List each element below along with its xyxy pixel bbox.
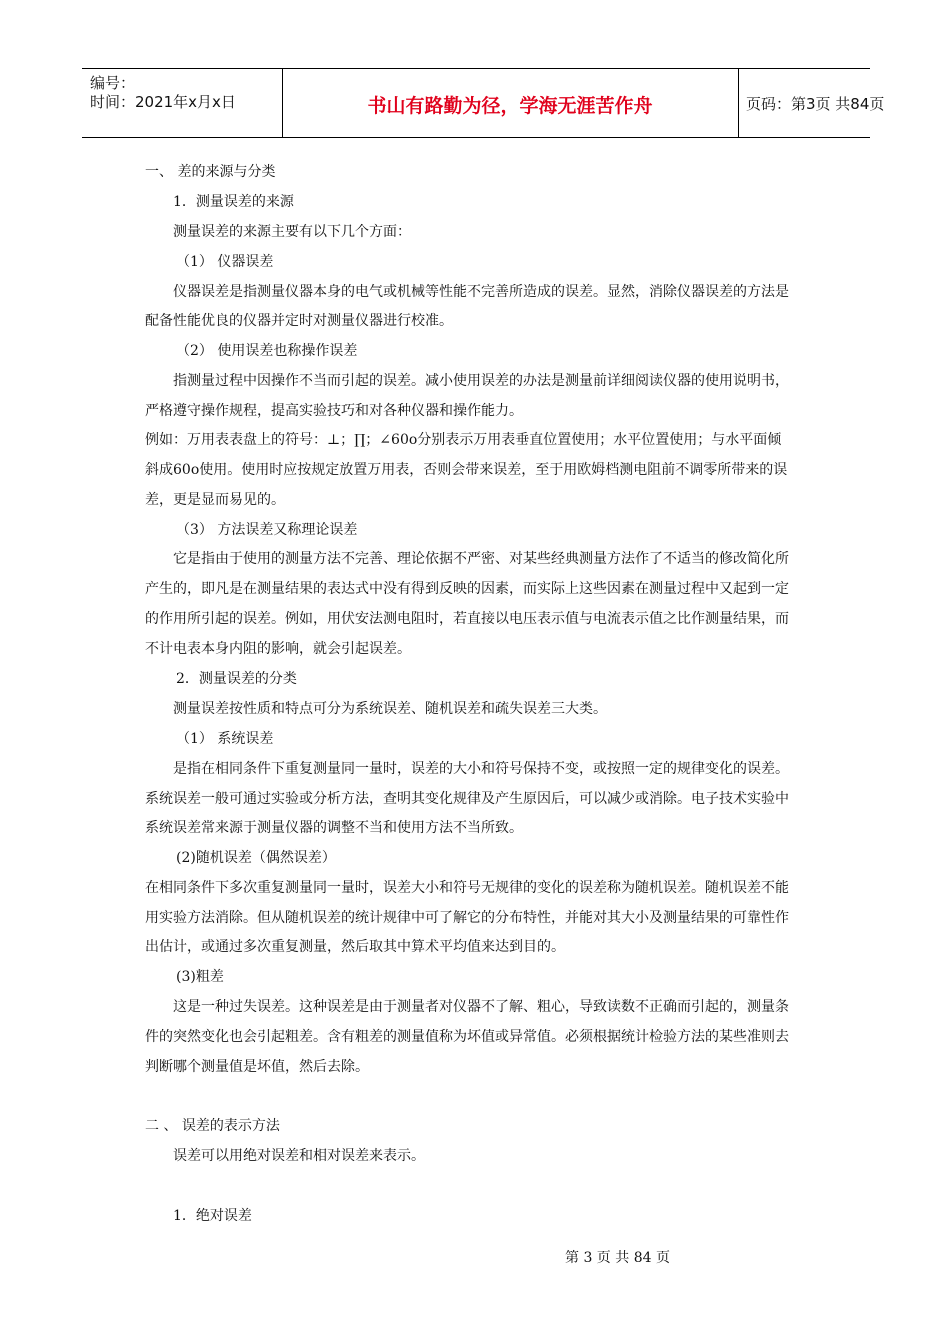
paragraph-line: 系统误差常来源于测量仪器的调整不当和使用方法不当所致。 xyxy=(145,820,523,836)
paragraph-line: 它是指由于使用的测量方法不完善、理论依据不严密、对某些经典测量方法作了不适当的修改简化所 xyxy=(173,551,789,567)
motto: 书山有路勤为径，学海无涯苦作舟 xyxy=(367,95,653,117)
paragraph-line: 测量误差的来源主要有以下几个方面： xyxy=(173,224,411,240)
page-info: 页码：第3页 共84页 xyxy=(746,95,885,113)
paragraph-line: 出估计，或通过多次重复测量，然后取其中算术平均值来达到目的。 xyxy=(145,939,565,955)
paragraph-line: 例如：万用表表盘上的符号：⊥；∏；∠60o分别表示万用表垂直位置使用；水平位置使用；与水平面倾 xyxy=(145,432,782,448)
paragraph-line: 指测量过程中因操作不当而引起的误差。减小使用误差的办法是测量前详细阅读仪器的使用说明书， xyxy=(173,373,789,389)
paragraph-line: 用实验方法消除。但从随机误差的统计规律中可了解它的分布特性，并能对其大小及测量结果的可靠性作 xyxy=(145,910,789,926)
subsection-heading: 2．测量误差的分类 xyxy=(176,671,297,687)
paragraph-line: 配备性能优良的仪器并定时对测量仪器进行校准。 xyxy=(145,313,453,329)
paragraph-line: 是指在相同条件下重复测量同一量时，误差的大小和符号保持不变，或按照一定的规律变化的误差。 xyxy=(173,761,789,777)
paragraph-line: 仪器误差是指测量仪器本身的电气或机械等性能不完善所造成的误差。显然，消除仪器误差的方法是 xyxy=(173,284,789,300)
paragraph-line: 斜成60o使用。使用时应按规定放置万用表，否则会带来误差，至于用欧姆档测电阻前不调零所带来的误 xyxy=(145,462,788,478)
paragraph-line: 件的突然变化也会引起粗差。含有粗差的测量值称为坏值或异常值。必须根据统计检验方法的某些准则去 xyxy=(145,1029,789,1045)
paragraph-line: 产生的，即凡是在测量结果的表达式中没有得到反映的因素，而实际上这些因素在测量过程中又起到一定 xyxy=(145,581,789,597)
page-footer: 第 3 页 共 84 页 xyxy=(565,1250,670,1266)
paragraph-line: 误差可以用绝对误差和相对误差来表示。 xyxy=(173,1148,425,1164)
paragraph-line: 测量误差按性质和特点可分为系统误差、随机误差和疏失误差三大类。 xyxy=(173,701,607,717)
subsection-heading: 1．测量误差的来源 xyxy=(173,194,294,210)
number-label: 编号： xyxy=(90,74,136,92)
paragraph-line: 差，更是显而易见的。 xyxy=(145,492,285,508)
item-heading: （1） 仪器误差 xyxy=(176,254,274,270)
paragraph-line: 的作用所引起的误差。例如，用伏安法测电阻时，若直接以电压表示值与电流表示值之比作测量结果，而 xyxy=(145,611,789,627)
item-heading: （3） 方法误差又称理论误差 xyxy=(176,522,358,538)
paragraph-line: 在相同条件下多次重复测量同一量时，误差大小和符号无规律的变化的误差称为随机误差。随机误差不能 xyxy=(145,880,789,896)
item-heading: (2)随机误差（偶然误差） xyxy=(176,850,336,866)
item-heading: （2） 使用误差也称操作误差 xyxy=(176,343,358,359)
item-heading: （1） 系统误差 xyxy=(176,731,274,747)
section-heading: 一、 差的来源与分类 xyxy=(145,164,276,180)
subsection-heading: 1．绝对误差 xyxy=(173,1208,252,1224)
paragraph-line: 不计电表本身内阻的影响，就会引起误差。 xyxy=(145,641,411,657)
paragraph-line: 判断哪个测量值是坏值，然后去除。 xyxy=(145,1059,369,1075)
paragraph-line: 系统误差一般可通过实验或分析方法，查明其变化规律及产生原因后，可以减少或消除。电子技术实验中 xyxy=(145,791,789,807)
item-heading: (3)粗差 xyxy=(176,969,224,985)
date-label: 时间：2021年x月x日 xyxy=(90,93,236,111)
paragraph-line: 严格遵守操作规程，提高实验技巧和对各种仪器和操作能力。 xyxy=(145,403,523,419)
paragraph-line: 这是一种过失误差。这种误差是由于测量者对仪器不了解、粗心，导致读数不正确而引起的，测量条 xyxy=(173,999,789,1015)
section-heading: 二 、 误差的表示方法 xyxy=(145,1118,280,1134)
